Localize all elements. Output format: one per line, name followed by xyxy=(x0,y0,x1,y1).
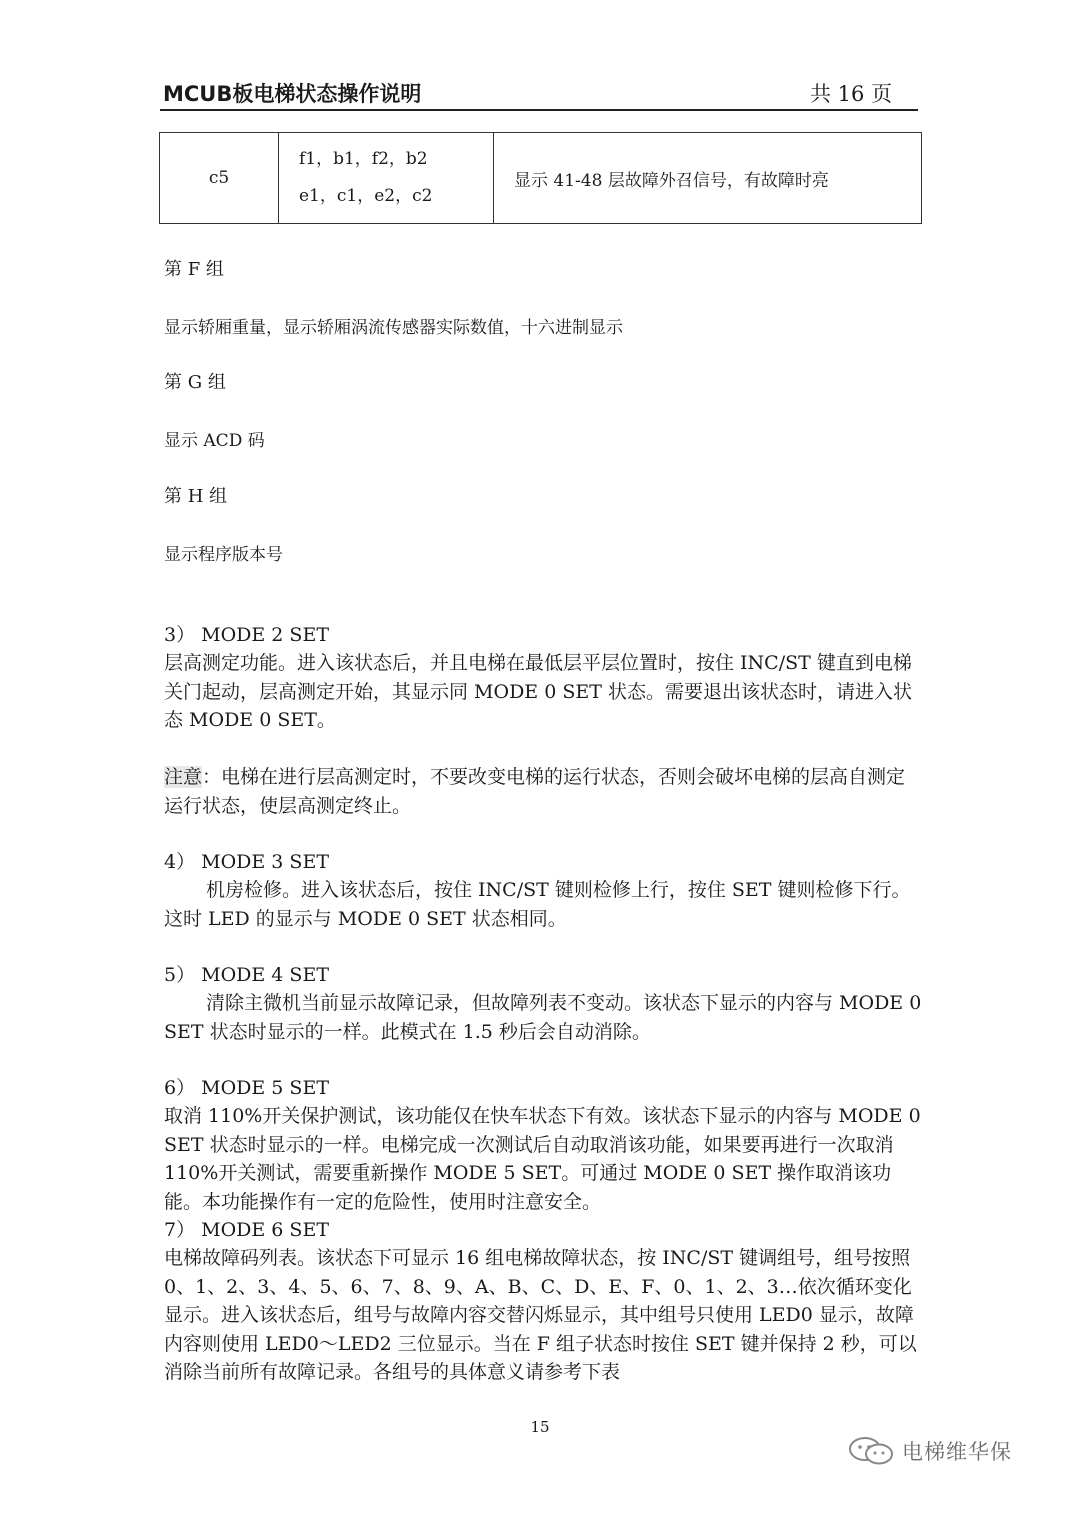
table-cell-code: c5 xyxy=(160,133,279,224)
signal-table xyxy=(159,132,922,224)
group-h-description: 显示程序版本号 xyxy=(164,545,283,565)
note-label: 注意 xyxy=(164,766,203,788)
document-page-count: 共 16 页 xyxy=(810,82,893,106)
mode5-heading: 6） MODE 5 SET xyxy=(164,1077,329,1099)
watermark xyxy=(846,1436,1012,1466)
table-cell-description: 显示 41-48 层故障外召信号，有故障时亮 xyxy=(494,133,922,224)
header-divider xyxy=(160,109,918,111)
mode5-body: 取消 110%开关保护测试，该功能仅在快车状态下有效。该状态下显示的内容与 MODE 0 SET 状态时显示的一样。电梯完成一次测试后自动取消该功能，如果要再进行一次取消 110%开关测试，需要重新操作 MODE 5 SET。可通过 MODE 0 SET 操作取消该功能。本功能操作有一定的危险性，使用时注意安全。 xyxy=(164,1105,921,1213)
page-number: 15 xyxy=(530,1418,550,1436)
mode4-body: 清除主微机当前显示故障记录，但故障列表不变动。该状态下显示的内容与 MODE 0 SET 状态时显示的一样。此模式在 1.5 秒后会自动消除。 xyxy=(164,992,922,1043)
group-h-title: 第 H 组 xyxy=(164,486,228,507)
mode2-body: 层高测定功能。进入该状态后，并且电梯在最低层平层位置时，按住 INC/ST 键直到电梯关门起动，层高测定开始，其显示同 MODE 0 SET 状态。需要退出该状态时，请进入状态 MODE 0 SET。 xyxy=(164,652,912,731)
document-header-title: MCUB板电梯状态操作说明 xyxy=(163,82,422,106)
signals-line-1: f1，b1，f2，b2 xyxy=(299,149,428,169)
mode3-body: 机房检修。进入该状态后，按住 INC/ST 键则检修上行，按住 SET 键则检修下行。这时 LED 的显示与 MODE 0 SET 状态相同。 xyxy=(164,879,911,930)
note-paragraph xyxy=(164,763,924,820)
watermark-text: 电梯维华保 xyxy=(902,1440,1012,1464)
mode6-body: 电梯故障码列表。该状态下可显示 16 组电梯故障状态，按 INC/ST 键调组号，组号按照 0、1、2、3、4、5、6、7、8、9、A、B、C、D、E、F、0、1、2、3…依次循环变化显示。进入该状态后，组号与故障内容交替闪烁显示，其中组号只使用 LED0 显示，故障内容则使用 LED0～LED2 三位显示。当在 F 组子状态时按住 SET 键并保持 2 秒，可以消除当前所有故障记录。各组号的具体意义请参考下表 xyxy=(164,1247,917,1383)
note-body: ：电梯在进行层高测定时，不要改变电梯的运行状态，否则会破坏电梯的层高自测定运行状态，使层高测定终止。 xyxy=(164,766,906,817)
signals-line-2: e1，c1，e2，c2 xyxy=(299,186,433,206)
table-cell-signals xyxy=(279,133,494,224)
group-f-description: 显示轿厢重量，显示轿厢涡流传感器实际数值，十六进制显示 xyxy=(164,318,623,338)
mode2-heading: 3） MODE 2 SET xyxy=(164,624,329,646)
mode6-heading: 7） MODE 6 SET xyxy=(164,1219,329,1241)
wechat-icon xyxy=(846,1436,898,1466)
mode4-heading: 5） MODE 4 SET xyxy=(164,964,329,986)
mode3-heading: 4） MODE 3 SET xyxy=(164,851,329,873)
group-f-title: 第 F 组 xyxy=(164,259,224,280)
table-row xyxy=(160,133,922,224)
group-g-description: 显示 ACD 码 xyxy=(164,431,265,451)
group-g-title: 第 G 组 xyxy=(164,372,226,393)
